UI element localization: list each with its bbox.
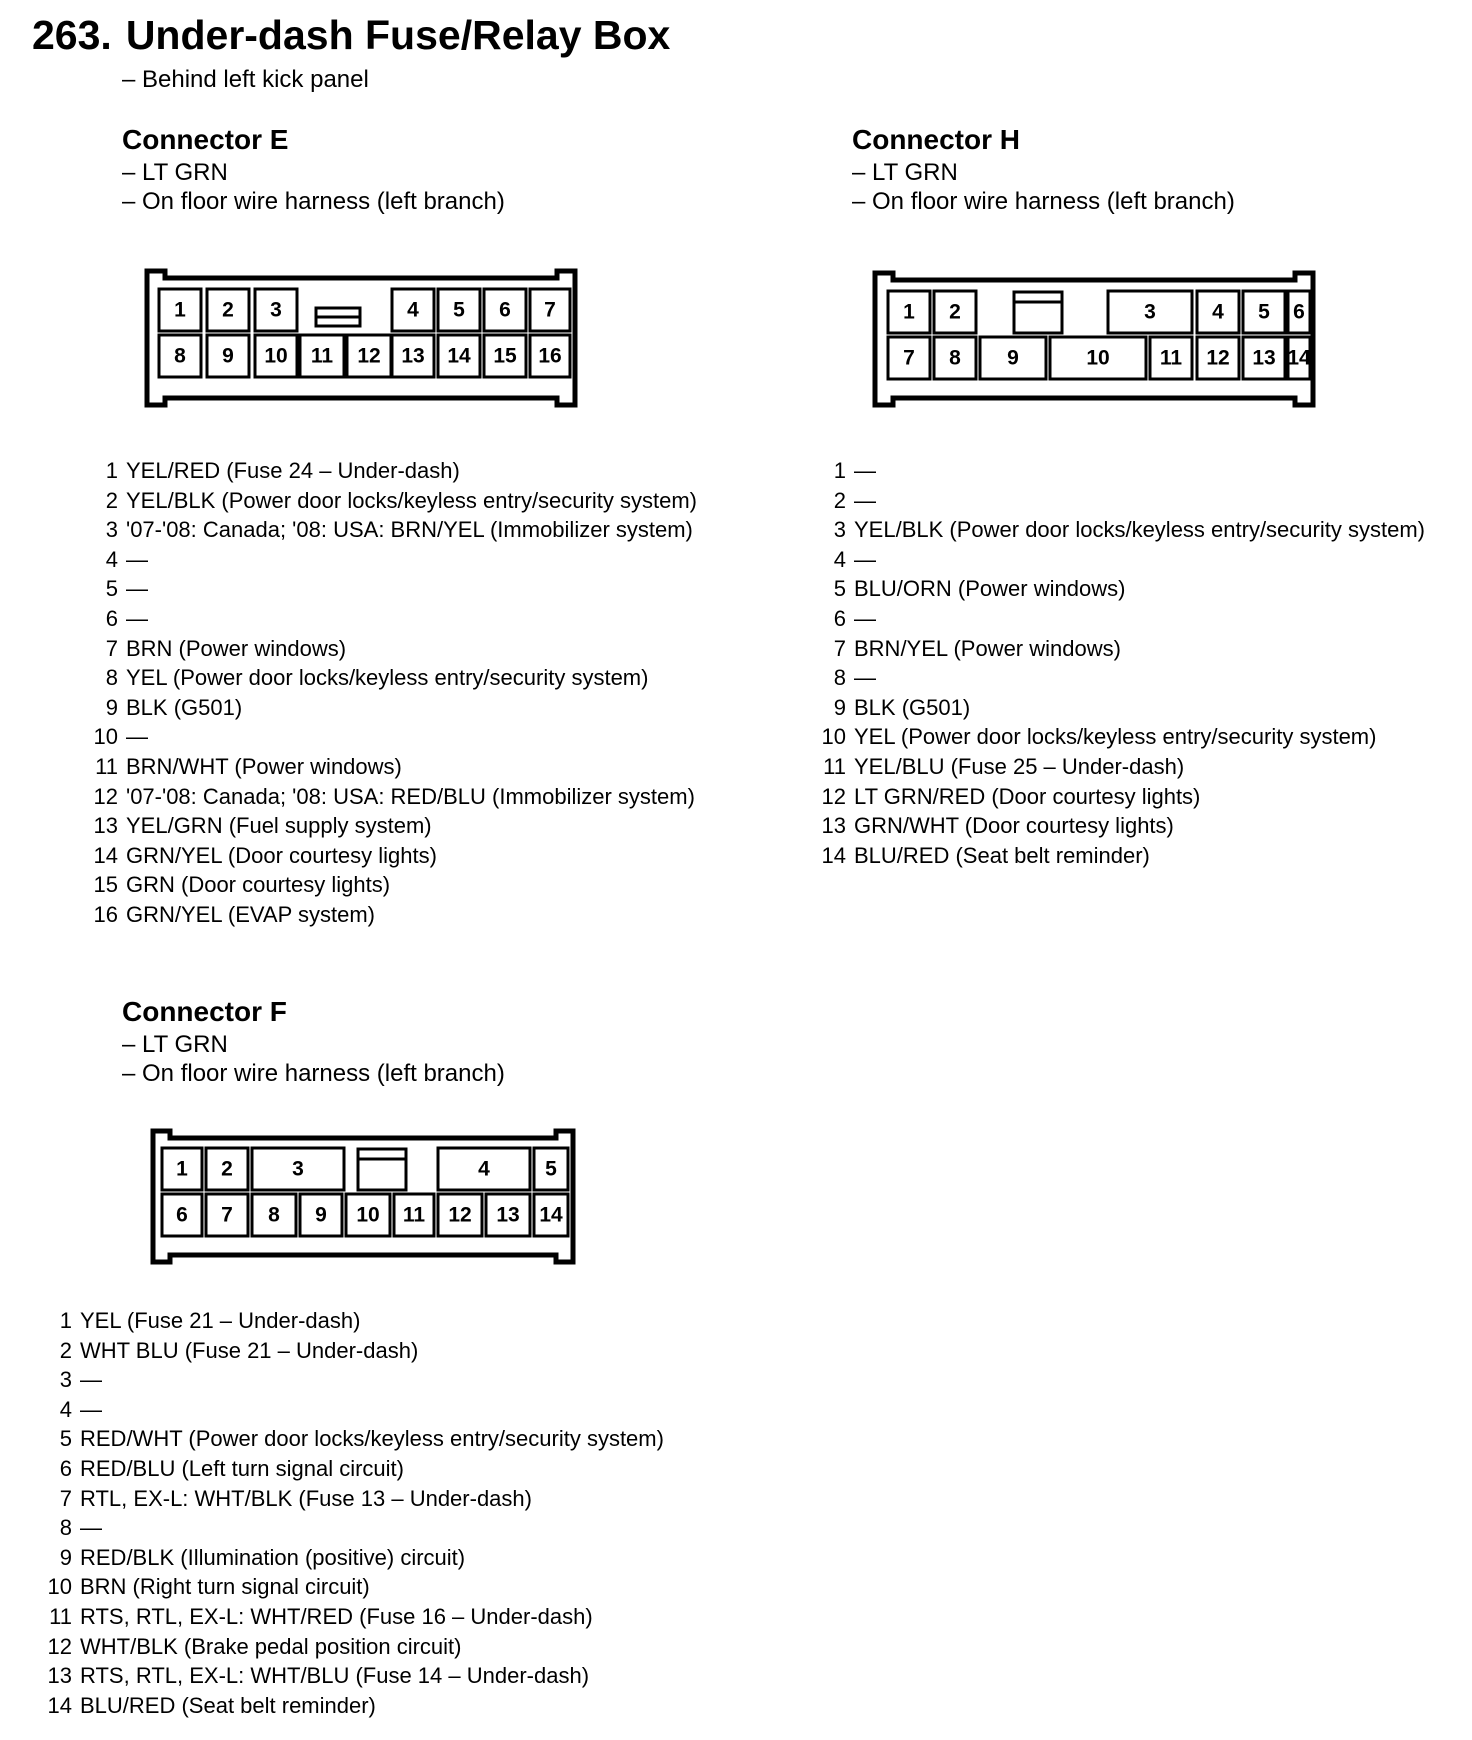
connector-e-diagram [140,268,590,408]
pin-label: 13 [1252,346,1276,370]
section-number: 263. [32,12,112,58]
pin-label: 2 [949,300,961,324]
pin-label: 5 [545,1157,557,1181]
pin-label: 14 [447,344,471,368]
pin-label: 4 [1212,300,1224,324]
list-item: 13 RTS, RTL, EX-L: WHT/BLU (Fuse 14 – Under-dash) [47,1663,590,1689]
list-item: 8 YEL (Power door locks/keyless entry/security system) [105,665,649,691]
list-item: 1 YEL (Fuse 21 – Under-dash) [59,1308,361,1333]
list-item: 11 BRN/WHT (Power windows) [95,753,402,779]
pin-label: 1 [176,1157,188,1181]
pin-label: 12 [448,1203,472,1227]
list-item: 7 RTL, EX-L: WHT/BLK (Fuse 13 – Under-dash) [59,1485,532,1511]
list-item: 3 YEL/BLK (Power door locks/keyless entry/security system) [833,517,1425,543]
connector-f-title: Connector F [122,996,287,1027]
pin-label: 16 [538,344,562,368]
pin-label: 8 [268,1203,280,1227]
connector-key [358,1149,406,1190]
connector-f-pin-list [40,1306,664,1720]
pin-label: 13 [401,344,425,368]
list-item: 5 — [105,576,148,602]
pin-label: 14 [1287,346,1311,370]
connector-e-color: – LT GRN [122,159,228,186]
pin-label: 9 [315,1203,327,1227]
pin-label: 4 [407,298,419,322]
list-item: 3 '07-'08: Canada; '08: USA: BRN/YEL (Immobilizer system) [105,517,693,543]
pin-label: 2 [221,1157,233,1181]
connector-f-header [122,994,505,1088]
list-item: 2 WHT BLU (Fuse 21 – Under-dash) [59,1337,419,1363]
pin-label: 2 [222,298,234,322]
pin-label: 9 [1007,346,1019,370]
connector-f-location: – On floor wire harness (left branch) [122,1060,505,1087]
connector-h-header [852,122,1235,216]
list-item: 12 '07-'08: Canada; '08: USA: RED/BLU (Immobilizer system) [93,783,695,809]
pin-label: 3 [270,298,282,322]
pin-label: 14 [539,1203,563,1227]
list-item: 2 YEL/BLK (Power door locks/keyless entry/security system) [105,487,697,513]
list-item: 7 BRN/YEL (Power windows) [833,635,1121,661]
pin-label: 1 [174,298,186,322]
list-item: 12 LT GRN/RED (Door courtesy lights) [821,783,1201,809]
list-item: 8 — [833,665,876,691]
pin-label: 3 [292,1157,304,1181]
list-item: 6 RED/BLU (Left turn signal circuit) [59,1455,404,1481]
pin-label: 12 [1206,346,1230,370]
pin-label: 7 [903,346,915,370]
pin-label: 11 [1159,346,1183,370]
connector-e-pin-list [86,456,697,930]
pin-label: 6 [499,298,511,322]
list-item: 9 RED/BLK (Illumination (positive) circuit) [59,1544,466,1570]
connector-f-diagram [146,1128,586,1268]
connector-e-title: Connector E [122,124,289,155]
list-item: 4 — [59,1396,102,1422]
page-title [32,12,670,59]
pin-label: 1 [903,300,915,324]
connector-h-pin-list [814,456,1425,870]
connector-h-title: Connector H [852,124,1020,155]
location-note: – Behind left kick panel [122,66,369,93]
list-item: 10 BRN (Right turn signal circuit) [47,1574,370,1600]
pin-label: 10 [356,1203,380,1227]
list-item: 10 YEL (Power door locks/keyless entry/security system) [821,724,1377,750]
pin-label: 3 [1144,300,1156,324]
list-item: 9 BLK (G501) [833,694,971,720]
pin-label: 8 [174,344,186,368]
pin-label: 11 [402,1203,426,1227]
pin-label: 7 [221,1203,233,1227]
list-item: 14 BLU/RED (Seat belt reminder) [821,842,1150,868]
list-item: 6 — [833,605,876,631]
list-item: 11 RTS, RTL, EX-L: WHT/RED (Fuse 16 – Under-dash) [49,1603,593,1629]
pin-label: 5 [453,298,465,322]
list-item: 16 GRN/YEL (EVAP system) [93,901,375,927]
pin-label: 12 [357,344,381,368]
section-title: Under-dash Fuse/Relay Box [125,12,671,58]
connector-h-color: – LT GRN [852,159,958,186]
list-item: 2 — [833,487,876,513]
list-item: 5 BLU/ORN (Power windows) [833,576,1126,602]
list-item: 8 — [59,1515,102,1541]
connector-e-header [122,122,505,216]
pin-label: 8 [949,346,961,370]
connector-h-diagram [868,270,1328,410]
connector-e-location: – On floor wire harness (left branch) [122,188,505,215]
connector-key [1014,292,1062,333]
pin-label: 7 [544,298,556,322]
pin-label: 15 [493,344,517,368]
pin-label: 10 [264,344,288,368]
list-item: 3 — [59,1367,102,1393]
pin-label: 4 [478,1157,490,1181]
list-item: 12 WHT/BLK (Brake pedal position circuit) [47,1633,462,1659]
pin-label: 6 [1293,300,1305,324]
list-item: 13 YEL/GRN (Fuel supply system) [93,813,432,839]
list-item: 11 YEL/BLU (Fuse 25 – Under-dash) [823,753,1185,779]
list-item: 15 GRN (Door courtesy lights) [93,872,391,898]
list-item: 4 — [833,546,876,572]
list-item: 5 RED/WHT (Power door locks/keyless entry/security system) [59,1426,664,1452]
list-item: 7 BRN (Power windows) [105,635,347,661]
list-item: 14 BLU/RED (Seat belt reminder) [47,1692,376,1718]
list-item: 4 — [105,546,148,572]
pin-label: 6 [176,1203,188,1227]
connector-f-color: – LT GRN [122,1031,228,1058]
list-item: 6 — [105,605,148,631]
list-item: 1 — [833,458,876,483]
pin-label: 9 [222,344,234,368]
list-item: 9 BLK (G501) [105,694,243,720]
list-item: 13 GRN/WHT (Door courtesy lights) [821,813,1174,839]
pin-label: 11 [310,344,334,368]
pin-label: 13 [496,1203,520,1227]
pin-label: 5 [1258,300,1270,324]
list-item: 1 YEL/RED (Fuse 24 – Under-dash) [105,458,460,483]
list-item: 14 GRN/YEL (Door courtesy lights) [93,842,437,868]
list-item: 10 — [93,724,148,750]
connector-h-location: – On floor wire harness (left branch) [852,188,1235,215]
pin-label: 10 [1086,346,1110,370]
